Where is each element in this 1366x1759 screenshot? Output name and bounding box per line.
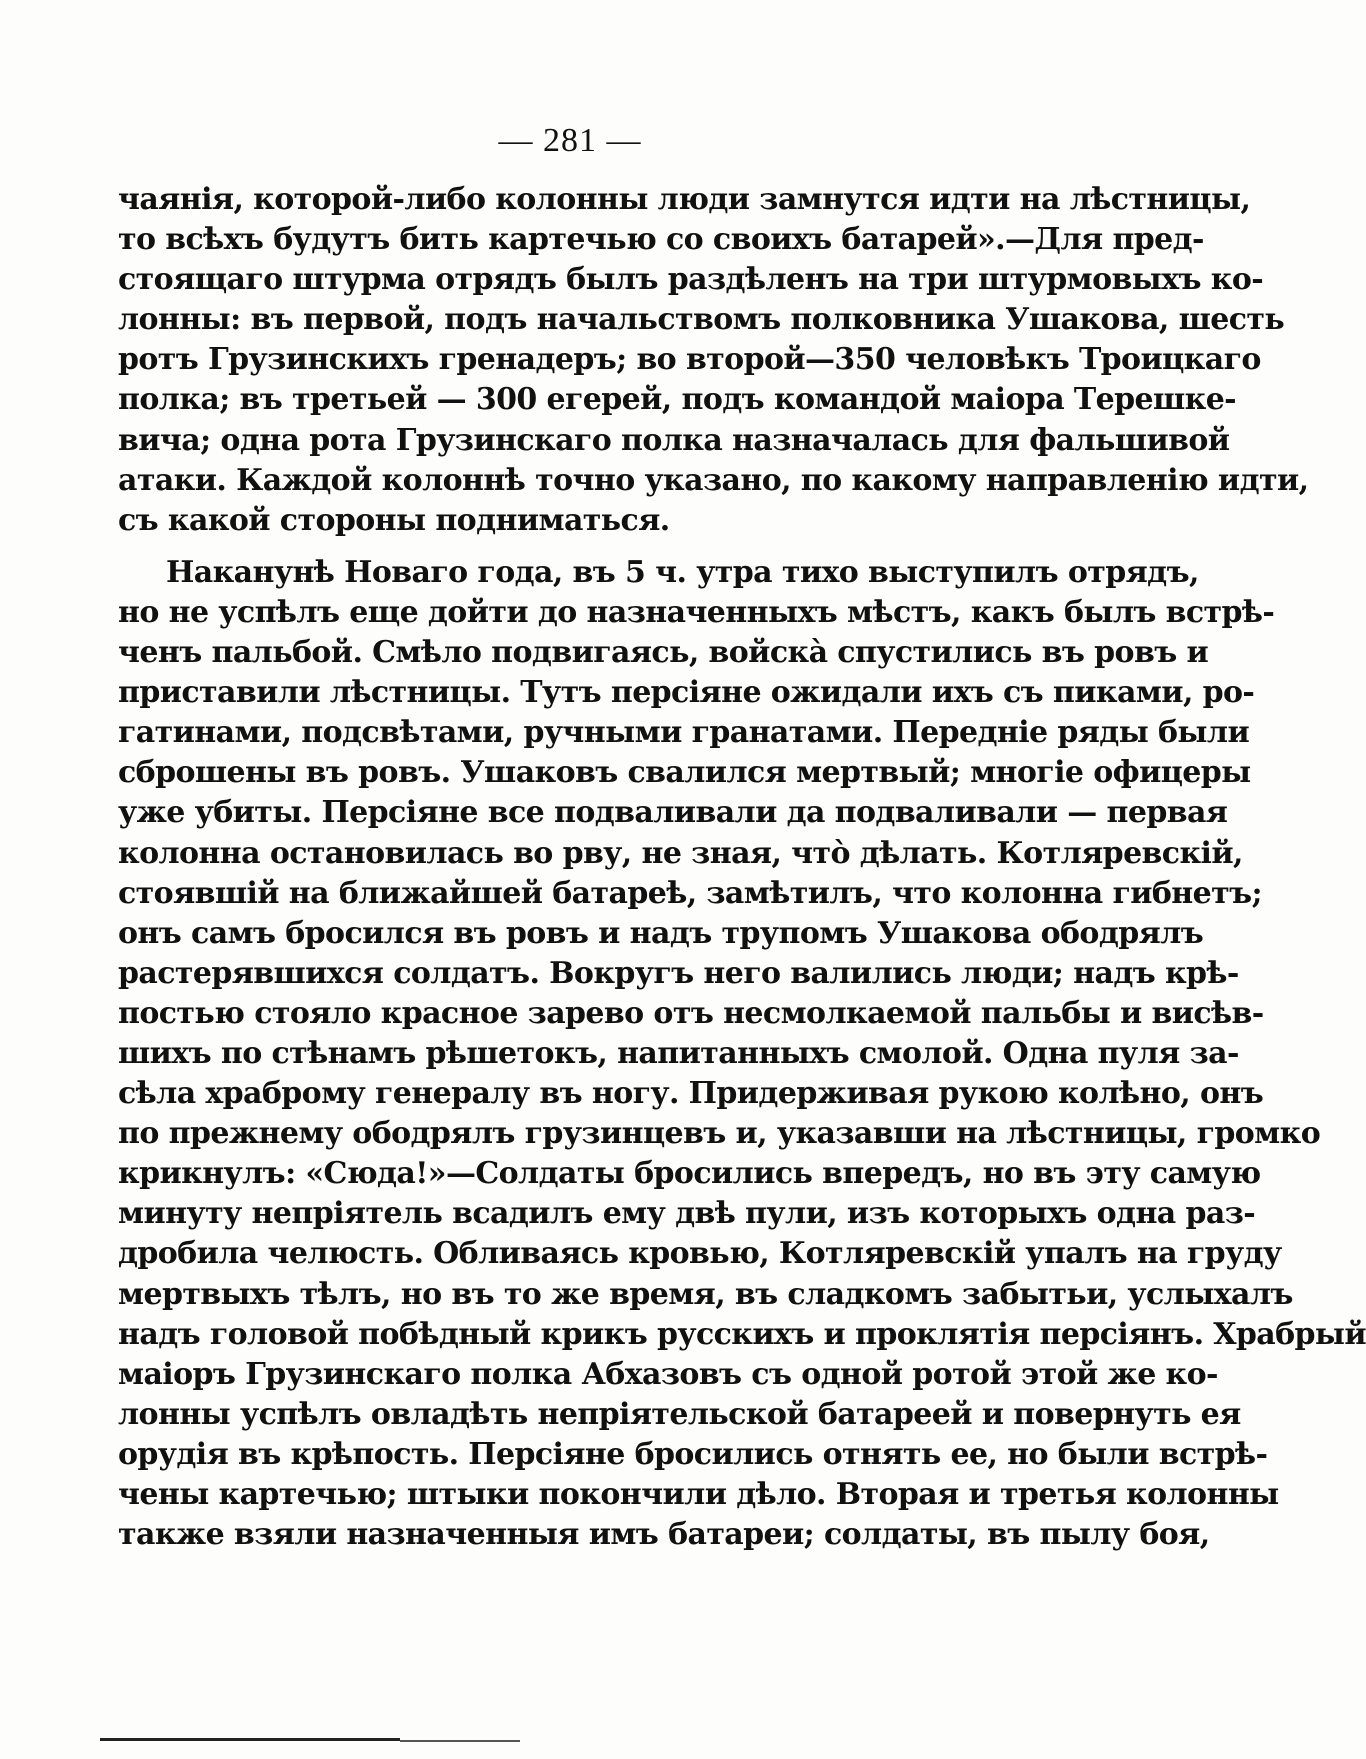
text-line: надъ головой побѣдный крикъ русскихъ и проклятія персіянъ. Храбрый <box>118 1316 1366 1352</box>
text-line: лонны: въ первой, подъ начальствомъ полковника Ушакова, шесть <box>118 302 1285 338</box>
text-line: чаянія, которой-либо колонны люди замнутся идти на лѣстницы, <box>118 182 1251 217</box>
text-line: шихъ по стѣнамъ рѣшетокъ, напитанныхъ смолой. Одна пуля за- <box>118 1035 1239 1071</box>
text-line: минуту непріятель всадилъ ему двѣ пули, изъ которыхъ одна раз- <box>118 1196 1256 1232</box>
page-number: — 281 — <box>498 122 642 159</box>
text-line: стоящаго штурма отрядъ былъ раздѣленъ на три штурмовыхъ ко- <box>118 262 1264 298</box>
text-line: ротъ Грузинскихъ гренадеръ; во второй—350 человѣкъ Троицкаго <box>118 342 1261 378</box>
text-line: ченъ пальбой. Смѣло подвигаясь, войска̀ спустились въ ровъ и <box>118 635 1209 671</box>
text-line: чены картечью; штыки покончили дѣло. Вторая и третья колонны <box>118 1477 1279 1512</box>
text-line: стоявшій на ближайшей батареѣ, замѣтилъ, что колонна гибнетъ; <box>118 875 1263 911</box>
scan-edge-line <box>400 1740 520 1742</box>
text-line: дробила челюсть. Обливаясь кровью, Котляревскій упалъ на груду <box>118 1236 1282 1272</box>
text-line: но не успѣлъ еще дойти до назначенныхъ мѣстъ, какъ былъ встрѣ- <box>118 594 1275 630</box>
text-line: по прежнему ободрялъ грузинцевъ и, указавши на лѣстницы, громко <box>118 1116 1321 1152</box>
text-line: онъ самъ бросился въ ровъ и надъ трупомъ Ушакова ободрялъ <box>118 915 1204 951</box>
text-line: атаки. Каждой колоннѣ точно указано, по какому направленію идти, <box>118 462 1309 498</box>
text-line: то всѣхъ будутъ бить картечью со своихъ батарей».—Для пред- <box>118 222 1204 258</box>
body-text <box>118 180 1366 1555</box>
text-line: растерявшихся солдатъ. Вокругъ него валились люди; надъ крѣ- <box>118 955 1239 991</box>
text-line: сброшены въ ровъ. Ушаковъ свалился мертвый; многіе офицеры <box>118 755 1251 791</box>
text-line: также взяли назначенныя имъ батареи; солдаты, въ пылу боя, <box>118 1517 1210 1553</box>
text-line: вича; одна рота Грузинскаго полка назначалась для фальшивой <box>118 422 1230 458</box>
paragraph-2 <box>118 553 1366 1555</box>
text-line: сѣла храброму генералу въ ногу. Придерживая рукою колѣно, онъ <box>118 1076 1264 1112</box>
text-line: постью стояло красное зарево отъ несмолкаемой пальбы и висѣв- <box>118 995 1264 1031</box>
text-line: маіоръ Грузинскаго полка Абхазовъ съ одной ротой этой же ко- <box>118 1356 1218 1392</box>
text-line: уже убиты. Персіяне все подваливали да подваливали — первая <box>118 795 1228 831</box>
text-line: колонна остановилась во рву, не зная, что̀ дѣлать. Котляревскій, <box>118 835 1243 871</box>
text-line: полка; въ третьей — 300 егерей, подъ командой маіора Терешке- <box>118 382 1237 418</box>
scan-edge-line <box>100 1738 400 1741</box>
text-line: Наканунѣ Новаго года, въ 5 ч. утра тихо выступилъ отрядъ, <box>166 554 1199 590</box>
paragraph-1 <box>118 180 1309 541</box>
text-line: приставили лѣстницы. Тутъ персіяне ожидали ихъ съ пиками, ро- <box>118 675 1255 711</box>
text-line: мертвыхъ тѣлъ, но въ то же время, въ сладкомъ забытьи, услыхалъ <box>118 1276 1293 1312</box>
text-line: гатинами, подсвѣтами, ручными гранатами. Передніе ряды были <box>118 715 1250 751</box>
text-line: орудія въ крѣпость. Персіяне бросились отнять ее, но были встрѣ- <box>118 1436 1268 1472</box>
text-line: съ какой стороны подниматься. <box>118 502 670 538</box>
text-line: лонны успѣлъ овладѣть непріятельской батареей и повернуть ея <box>118 1396 1241 1432</box>
text-line: крикнулъ: «Сюда!»—Солдаты бросились впередъ, но въ эту самую <box>118 1156 1261 1192</box>
